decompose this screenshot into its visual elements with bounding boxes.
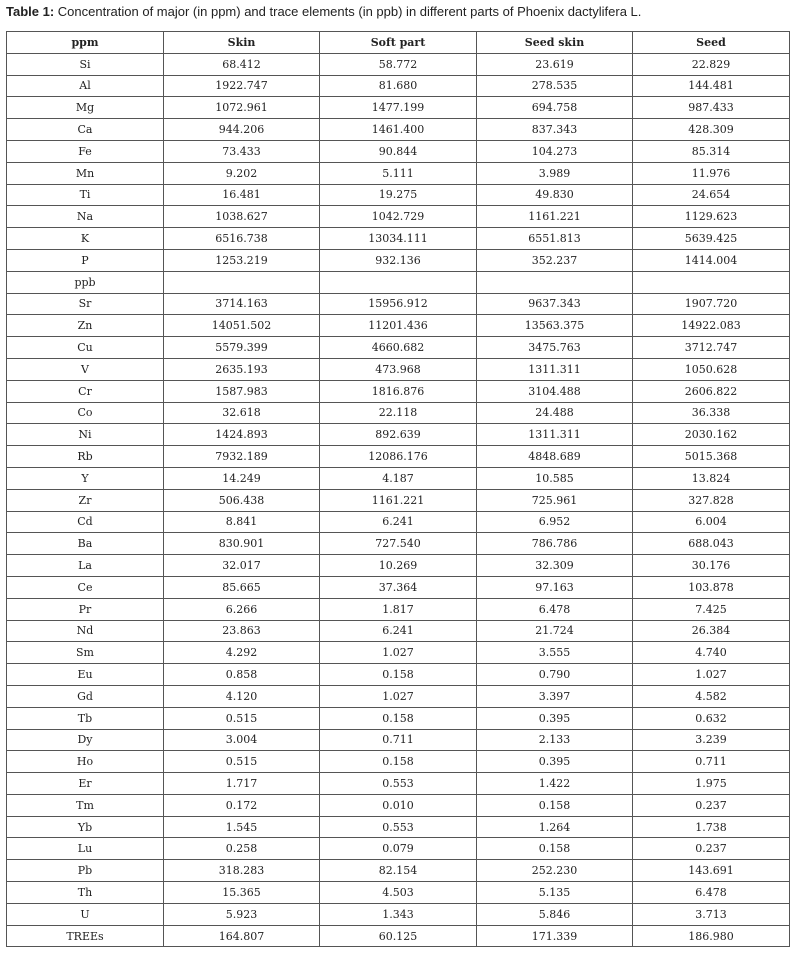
cell-element: Mg [7,97,164,119]
cell-seed: 1.027 [633,664,790,686]
cell-element: Y [7,467,164,489]
cell-seed-skin: 1161.221 [477,206,633,228]
cell-seed: 103.878 [633,576,790,598]
cell-element: P [7,249,164,271]
cell-seed: 24.654 [633,184,790,206]
cell-soft-part: 727.540 [320,533,477,555]
cell-seed: 5015.368 [633,446,790,468]
table-row [7,97,790,119]
cell-seed-skin: 3.989 [477,162,633,184]
cell-soft-part: 1477.199 [320,97,477,119]
cell-element: Al [7,75,164,97]
cell-seed-skin: 352.237 [477,249,633,271]
cell-seed-skin: 49.830 [477,184,633,206]
cell-seed: 3712.747 [633,337,790,359]
cell-seed-skin: 10.585 [477,467,633,489]
table-row [7,555,790,577]
cell-element: Sr [7,293,164,315]
cell-soft-part: 10.269 [320,555,477,577]
table-row [7,140,790,162]
cell-soft-part: 1816.876 [320,380,477,402]
cell-soft-part: 1161.221 [320,489,477,511]
cell-element: Fe [7,140,164,162]
cell-seed: 1.975 [633,773,790,795]
table-row [7,816,790,838]
cell-seed: 0.237 [633,838,790,860]
cell-element: Zn [7,315,164,337]
empty-cell [320,271,477,293]
cell-skin: 32.618 [164,402,320,424]
cell-soft-part: 0.158 [320,664,477,686]
cell-element: Gd [7,685,164,707]
cell-soft-part: 0.079 [320,838,477,860]
header-row [7,32,790,54]
cell-seed: 0.632 [633,707,790,729]
cell-element: U [7,903,164,925]
cell-skin: 6516.738 [164,228,320,250]
header-ppm: ppm [7,32,164,54]
empty-cell [164,271,320,293]
table-row [7,446,790,468]
header-soft-part: Soft part [320,32,477,54]
cell-seed: 26.384 [633,620,790,642]
cell-element: Co [7,402,164,424]
cell-skin: 0.172 [164,794,320,816]
table-row [7,751,790,773]
cell-skin: 1587.983 [164,380,320,402]
caption-text: Concentration of major (in ppm) and trace elements (in ppb) in different parts of Phoenix dactylifera L. [54,4,642,19]
cell-skin: 73.433 [164,140,320,162]
cell-seed: 7.425 [633,598,790,620]
cell-seed-skin: 837.343 [477,119,633,141]
cell-soft-part: 6.241 [320,620,477,642]
table-row [7,206,790,228]
cell-soft-part: 473.968 [320,358,477,380]
cell-skin: 15.365 [164,882,320,904]
cell-seed-skin: 278.535 [477,75,633,97]
cell-soft-part: 4.187 [320,467,477,489]
cell-seed: 85.314 [633,140,790,162]
cell-soft-part: 0.711 [320,729,477,751]
table-row [7,794,790,816]
table-row [7,162,790,184]
cell-seed: 22.829 [633,53,790,75]
cell-seed: 1.738 [633,816,790,838]
cell-soft-part: 82.154 [320,860,477,882]
cell-skin: 4.120 [164,685,320,707]
cell-element: Lu [7,838,164,860]
cell-skin: 23.863 [164,620,320,642]
cell-seed: 143.691 [633,860,790,882]
cell-soft-part: 5.111 [320,162,477,184]
cell-seed: 186.980 [633,925,790,947]
cell-skin: 7932.189 [164,446,320,468]
table-row [7,620,790,642]
cell-seed-skin: 2.133 [477,729,633,751]
cell-seed-skin: 4848.689 [477,446,633,468]
cell-seed: 4.582 [633,685,790,707]
cell-seed-skin: 786.786 [477,533,633,555]
cell-soft-part: 37.364 [320,576,477,598]
cell-seed-skin: 13563.375 [477,315,633,337]
cell-skin: 0.858 [164,664,320,686]
cell-soft-part: 0.158 [320,707,477,729]
table-row [7,53,790,75]
table-caption [6,4,796,20]
cell-soft-part: 1.027 [320,685,477,707]
cell-seed-skin: 3104.488 [477,380,633,402]
cell-element: Ti [7,184,164,206]
cell-skin: 1253.219 [164,249,320,271]
cell-element: Ca [7,119,164,141]
cell-seed-skin: 6.952 [477,511,633,533]
cell-seed: 6.478 [633,882,790,904]
cell-seed-skin: 171.339 [477,925,633,947]
table-row [7,358,790,380]
cell-seed-skin: 1311.311 [477,424,633,446]
table-row [7,489,790,511]
cell-soft-part: 11201.436 [320,315,477,337]
cell-element: TREEs [7,925,164,947]
empty-cell [477,271,633,293]
cell-element: Rb [7,446,164,468]
cell-seed: 13.824 [633,467,790,489]
table-row [7,860,790,882]
cell-skin: 2635.193 [164,358,320,380]
cell-skin: 164.807 [164,925,320,947]
cell-skin: 5.923 [164,903,320,925]
cell-element: V [7,358,164,380]
cell-seed-skin: 23.619 [477,53,633,75]
cell-seed-skin: 6.478 [477,598,633,620]
header-skin: Skin [164,32,320,54]
cell-element: Nd [7,620,164,642]
cell-element: Pb [7,860,164,882]
cell-seed: 6.004 [633,511,790,533]
cell-seed-skin: 97.163 [477,576,633,598]
table-row [7,533,790,555]
table-row [7,315,790,337]
cell-skin: 68.412 [164,53,320,75]
empty-cell [633,271,790,293]
cell-element: Cr [7,380,164,402]
table-row [7,598,790,620]
table-row [7,249,790,271]
cell-seed-skin: 3.397 [477,685,633,707]
cell-skin: 1038.627 [164,206,320,228]
cell-soft-part: 0.553 [320,773,477,795]
cell-seed: 1050.628 [633,358,790,380]
cell-seed: 3.713 [633,903,790,925]
cell-seed-skin: 0.158 [477,838,633,860]
cell-element: La [7,555,164,577]
table-row [7,184,790,206]
cell-skin: 830.901 [164,533,320,555]
cell-seed-skin: 694.758 [477,97,633,119]
cell-skin: 14051.502 [164,315,320,337]
cell-element: Pr [7,598,164,620]
cell-seed-skin: 3475.763 [477,337,633,359]
section-row-ppb [7,271,790,293]
cell-soft-part: 892.639 [320,424,477,446]
cell-element: Ni [7,424,164,446]
cell-element: Si [7,53,164,75]
cell-seed: 30.176 [633,555,790,577]
caption-label: Table 1: [6,4,55,19]
cell-seed: 2030.162 [633,424,790,446]
cell-seed: 688.043 [633,533,790,555]
cell-soft-part: 4.503 [320,882,477,904]
cell-seed: 11.976 [633,162,790,184]
table-row [7,925,790,947]
cell-skin: 1424.893 [164,424,320,446]
element-concentration-table [6,31,790,947]
cell-element: Sm [7,642,164,664]
table-row [7,75,790,97]
cell-skin: 944.206 [164,119,320,141]
header-seed: Seed [633,32,790,54]
cell-soft-part: 1.343 [320,903,477,925]
cell-seed: 14922.083 [633,315,790,337]
cell-seed: 5639.425 [633,228,790,250]
cell-soft-part: 19.275 [320,184,477,206]
cell-seed-skin: 9637.343 [477,293,633,315]
cell-skin: 1922.747 [164,75,320,97]
table-row [7,337,790,359]
table-row [7,576,790,598]
cell-soft-part: 1461.400 [320,119,477,141]
cell-seed-skin: 1.422 [477,773,633,795]
table-row [7,664,790,686]
cell-seed-skin: 24.488 [477,402,633,424]
cell-soft-part: 4660.682 [320,337,477,359]
cell-skin: 32.017 [164,555,320,577]
cell-seed: 987.433 [633,97,790,119]
cell-element: Th [7,882,164,904]
cell-skin: 3.004 [164,729,320,751]
cell-soft-part: 0.158 [320,751,477,773]
cell-seed-skin: 0.395 [477,751,633,773]
cell-element: Cu [7,337,164,359]
cell-soft-part: 1042.729 [320,206,477,228]
cell-element: Ce [7,576,164,598]
cell-skin: 0.258 [164,838,320,860]
cell-seed-skin: 0.395 [477,707,633,729]
table-row [7,707,790,729]
cell-seed-skin: 3.555 [477,642,633,664]
cell-skin: 5579.399 [164,337,320,359]
cell-soft-part: 12086.176 [320,446,477,468]
cell-soft-part: 15956.912 [320,293,477,315]
cell-element: Na [7,206,164,228]
cell-seed-skin: 0.158 [477,794,633,816]
table-row [7,773,790,795]
cell-seed: 1129.623 [633,206,790,228]
cell-seed: 144.481 [633,75,790,97]
table-row [7,882,790,904]
cell-skin: 8.841 [164,511,320,533]
cell-seed-skin: 6551.813 [477,228,633,250]
cell-skin: 1.717 [164,773,320,795]
cell-soft-part: 0.553 [320,816,477,838]
cell-element: Yb [7,816,164,838]
table-row [7,511,790,533]
cell-skin: 1.545 [164,816,320,838]
cell-element: Tm [7,794,164,816]
table-row [7,729,790,751]
cell-skin: 506.438 [164,489,320,511]
table-row [7,424,790,446]
cell-seed-skin: 32.309 [477,555,633,577]
header-seed-skin: Seed skin [477,32,633,54]
cell-seed: 428.309 [633,119,790,141]
cell-skin: 0.515 [164,751,320,773]
cell-element: Tb [7,707,164,729]
cell-skin: 6.266 [164,598,320,620]
cell-skin: 9.202 [164,162,320,184]
cell-element: Mn [7,162,164,184]
cell-skin: 85.665 [164,576,320,598]
table-row [7,685,790,707]
cell-skin: 318.283 [164,860,320,882]
cell-element: Er [7,773,164,795]
cell-seed: 0.237 [633,794,790,816]
section-label: ppb [7,271,164,293]
cell-seed-skin: 5.135 [477,882,633,904]
cell-element: Cd [7,511,164,533]
cell-seed: 1414.004 [633,249,790,271]
cell-soft-part: 81.680 [320,75,477,97]
cell-seed-skin: 252.230 [477,860,633,882]
cell-seed: 2606.822 [633,380,790,402]
table-row [7,467,790,489]
cell-seed: 36.338 [633,402,790,424]
cell-element: Dy [7,729,164,751]
cell-skin: 16.481 [164,184,320,206]
cell-soft-part: 932.136 [320,249,477,271]
cell-seed-skin: 0.790 [477,664,633,686]
table-row [7,228,790,250]
cell-element: Zr [7,489,164,511]
cell-seed-skin: 5.846 [477,903,633,925]
cell-seed: 1907.720 [633,293,790,315]
cell-element: K [7,228,164,250]
cell-soft-part: 58.772 [320,53,477,75]
cell-element: Ba [7,533,164,555]
cell-seed-skin: 725.961 [477,489,633,511]
cell-soft-part: 1.027 [320,642,477,664]
cell-element: Ho [7,751,164,773]
cell-seed-skin: 104.273 [477,140,633,162]
cell-element: Eu [7,664,164,686]
cell-skin: 14.249 [164,467,320,489]
cell-skin: 1072.961 [164,97,320,119]
cell-skin: 0.515 [164,707,320,729]
cell-soft-part: 90.844 [320,140,477,162]
cell-soft-part: 0.010 [320,794,477,816]
cell-seed-skin: 21.724 [477,620,633,642]
cell-soft-part: 22.118 [320,402,477,424]
table-row [7,642,790,664]
cell-seed: 0.711 [633,751,790,773]
cell-seed: 3.239 [633,729,790,751]
cell-soft-part: 13034.111 [320,228,477,250]
cell-seed-skin: 1311.311 [477,358,633,380]
table-row [7,903,790,925]
cell-skin: 4.292 [164,642,320,664]
cell-seed: 327.828 [633,489,790,511]
cell-skin: 3714.163 [164,293,320,315]
table-row [7,119,790,141]
cell-soft-part: 1.817 [320,598,477,620]
table-body [7,53,790,947]
cell-seed-skin: 1.264 [477,816,633,838]
table-row [7,838,790,860]
table-row [7,293,790,315]
cell-soft-part: 6.241 [320,511,477,533]
table-row [7,380,790,402]
cell-soft-part: 60.125 [320,925,477,947]
table-row [7,402,790,424]
cell-seed: 4.740 [633,642,790,664]
